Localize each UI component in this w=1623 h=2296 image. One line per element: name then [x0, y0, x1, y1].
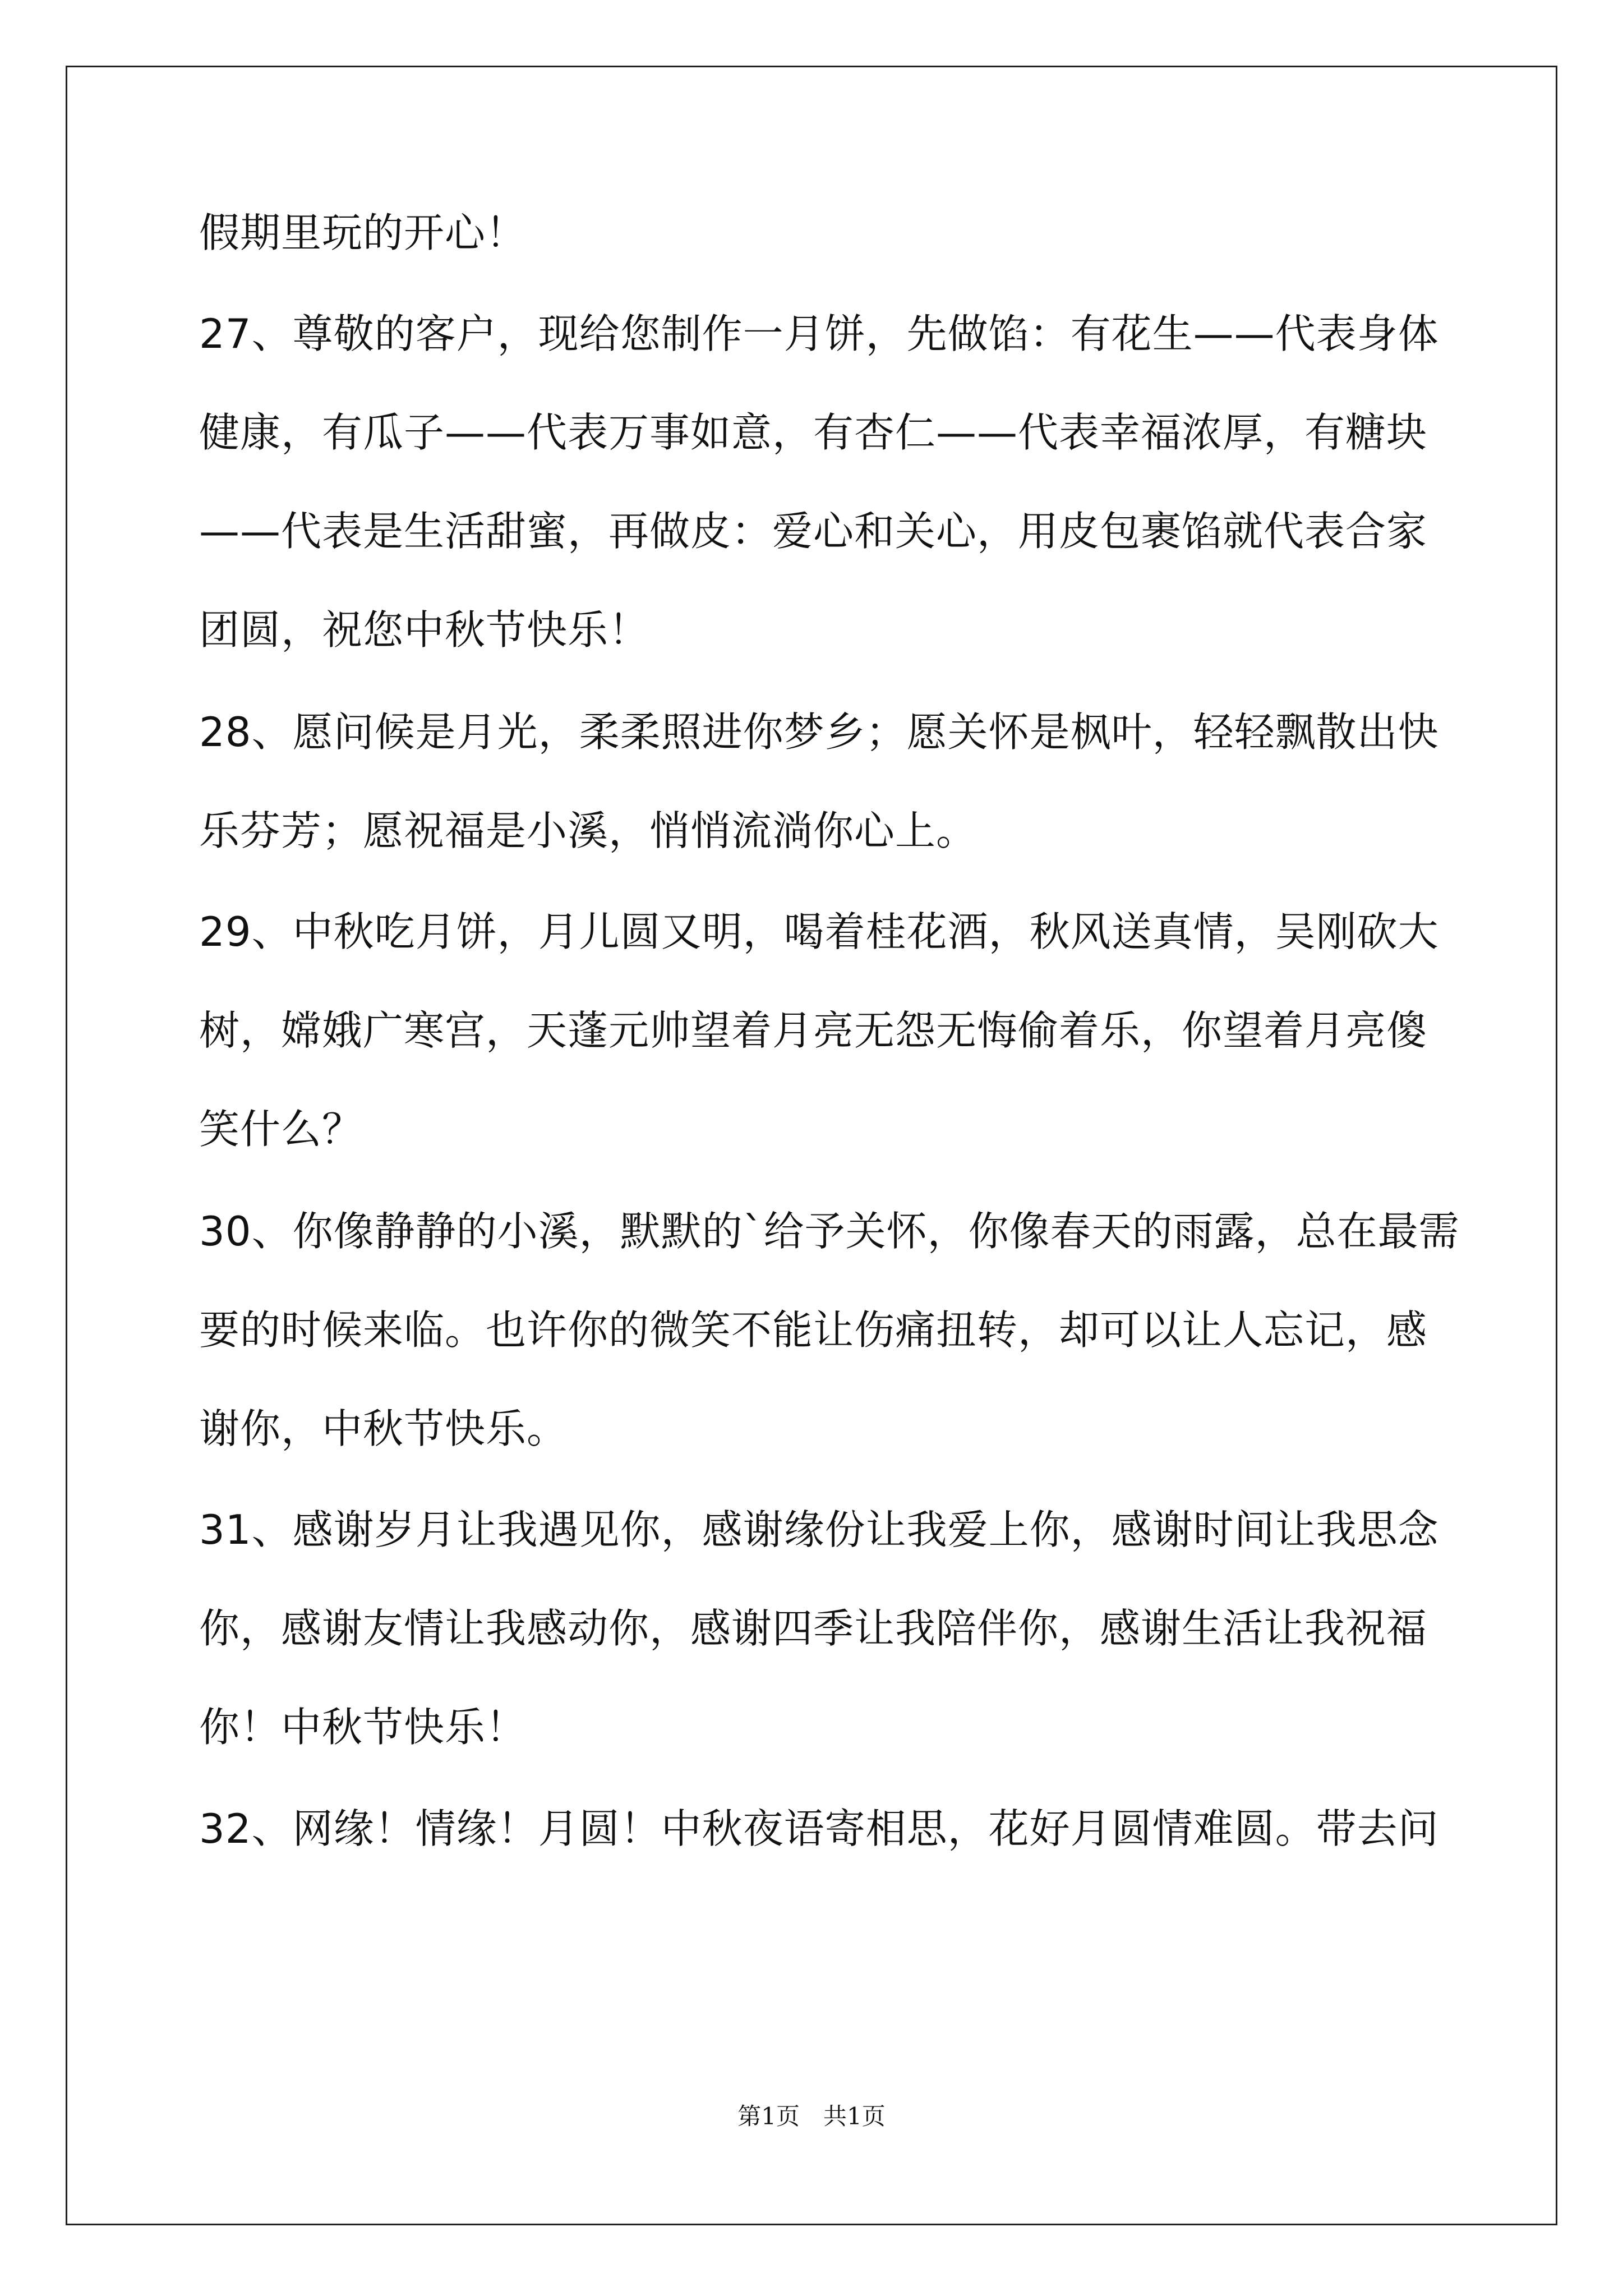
text-line: ——代表是生活甜蜜，再做皮：爱心和关心，用皮包裹馅就代表合家 [199, 508, 1428, 555]
text-line: 29、中秋吃月饼，月儿圆又明，喝着桂花酒，秋风送真情，吴刚砍大 [199, 908, 1439, 955]
text-line: 你，感谢友情让我感动你，感谢四季让我陪伴你，感谢生活让我祝福 [199, 1605, 1428, 1652]
text-line: 要的时候来临。也许你的微笑不能让伤痛扭转，却可以让人忘记，感 [199, 1306, 1428, 1354]
text-line: 你！中秋节快乐！ [199, 1704, 527, 1751]
text-line: 乐芬芳；愿祝福是小溪，悄悄流淌你心上。 [199, 807, 978, 854]
text-line: 28、愿问候是月光，柔柔照进你梦乡；愿关怀是枫叶，轻轻飘散出快 [199, 708, 1439, 756]
text-line: 健康，有瓜子——代表万事如意，有杏仁——代表幸福浓厚，有糖块 [199, 409, 1428, 456]
text-line: 树，嫦娥广寒宫，天蓬元帅望着月亮无怨无悔偷着乐，你望着月亮傻 [199, 1007, 1428, 1054]
text-line: 笑什么？ [199, 1106, 363, 1153]
text-line: 31、感谢岁月让我遇见你，感谢缘份让我爱上你，感谢时间让我思念 [199, 1506, 1439, 1553]
text-line: 32、网缘！情缘！月圆！中秋夜语寄相思，花好月圆情难圆。带去问 [199, 1805, 1439, 1852]
text-line: 30、你像静静的小溪，默默的`给予关怀，你像春天的雨露，总在最需 [199, 1208, 1460, 1255]
text-line: 团圆，祝您中秋节快乐！ [199, 606, 650, 654]
text-line: 假期里玩的开心！ [199, 209, 527, 256]
page-number-footer: 第1页 共1页 [737, 2102, 886, 2130]
text-line: 27、尊敬的客户，现给您制作一月饼，先做馅：有花生——代表身体 [199, 310, 1439, 357]
text-line: 谢你，中秋节快乐。 [199, 1405, 568, 1452]
